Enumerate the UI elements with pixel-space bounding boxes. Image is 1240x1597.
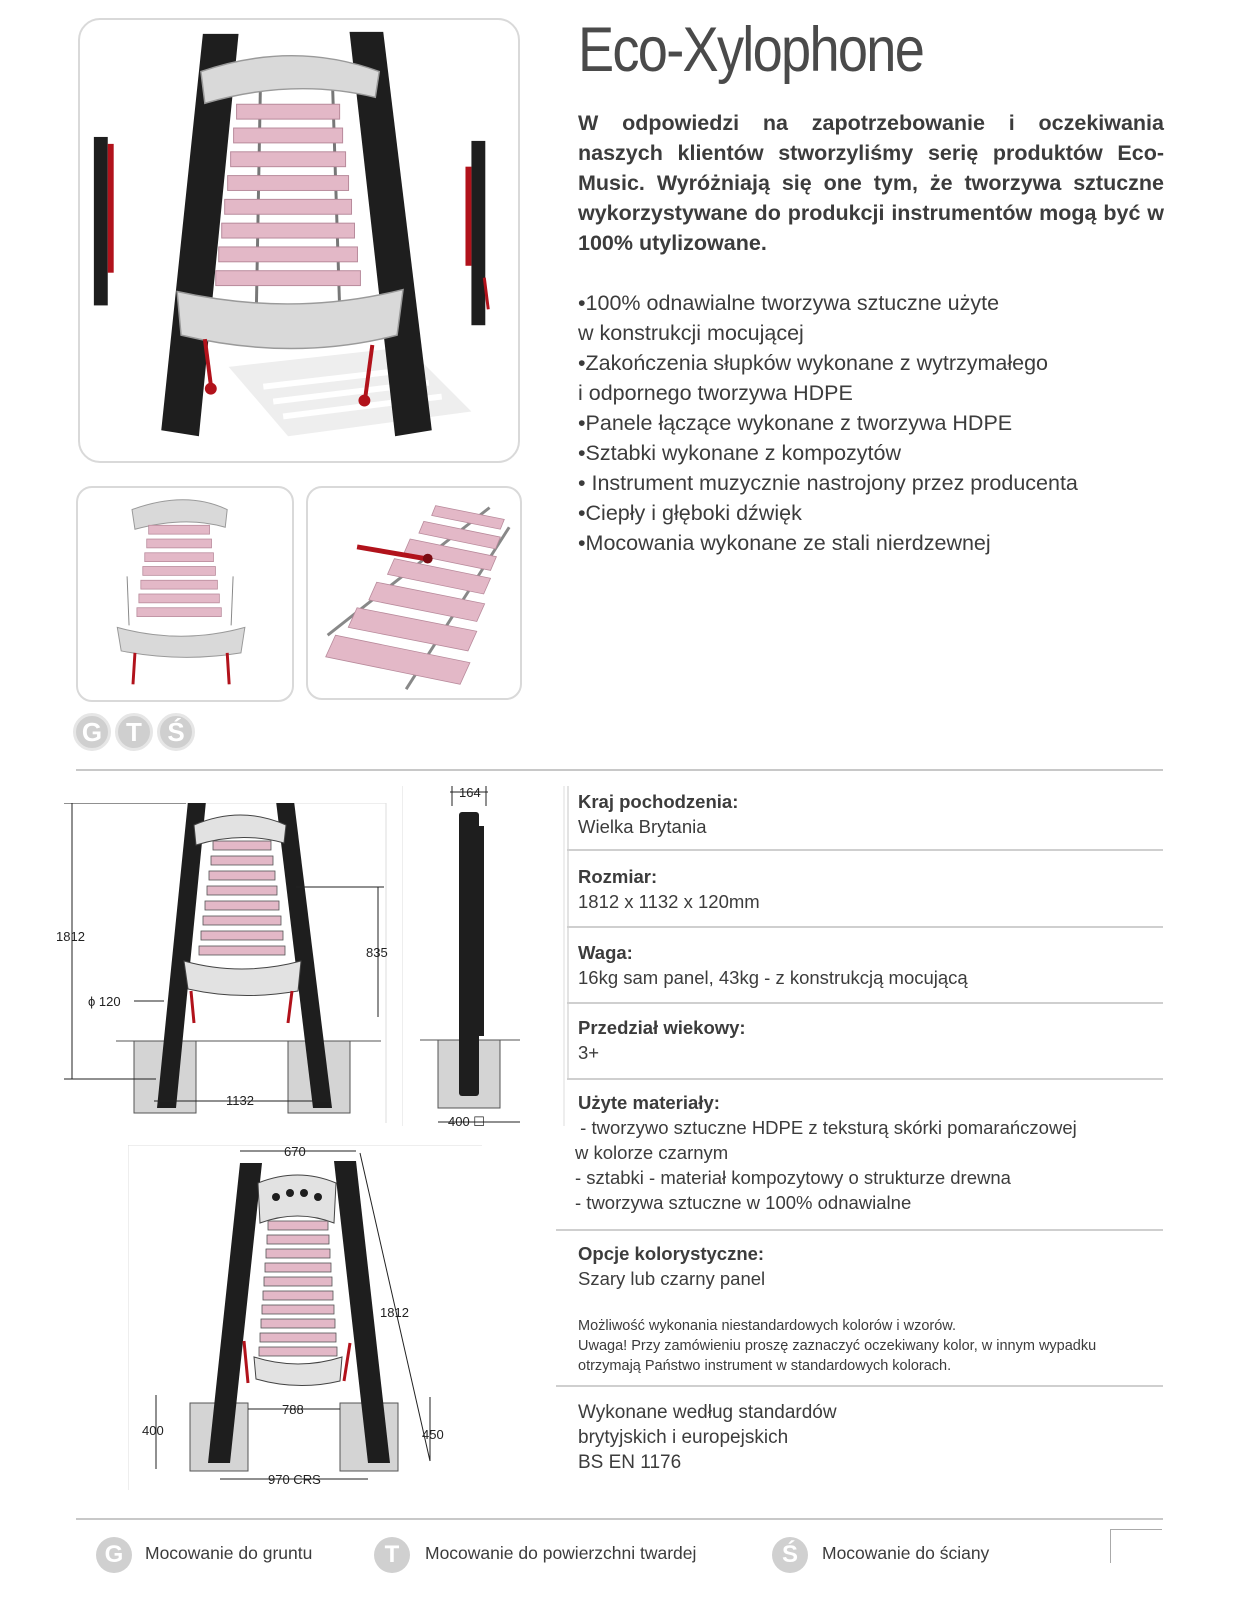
bars-closeup-render bbox=[308, 488, 520, 698]
isometric-drawing bbox=[128, 1145, 482, 1497]
feature-list bbox=[578, 288, 1178, 558]
materials-label: Użyte materiały: bbox=[578, 1092, 720, 1113]
materials-value bbox=[575, 1115, 1165, 1215]
weight-label: Waga: bbox=[578, 942, 633, 963]
front-elevation-drawing bbox=[56, 803, 396, 1128]
custom-color-note bbox=[578, 1316, 1158, 1376]
standards-line: BS EN 1176 bbox=[578, 1452, 682, 1473]
side-elevation-drawing bbox=[402, 786, 567, 1130]
hard-surface-mount-badge: T bbox=[115, 713, 153, 751]
section-divider bbox=[76, 769, 1163, 771]
feature-item: • Sztabki wykonane z kompozytów bbox=[578, 438, 1178, 468]
product-intro: W odpowiedzi na zapotrzebowanie i oczekiwania naszych klientów stworzyliśmy serię produktów Eco-Music. Wyróżniają się one tym, że tworzywa sztuczne wykorzystywane do produkcji instrumentów mogą być w 100% utylizowane. bbox=[578, 111, 1164, 255]
ground-mount-icon: G bbox=[96, 1537, 132, 1573]
xylophone-render bbox=[80, 20, 518, 461]
side-base-dim: 400 ☐ bbox=[448, 1114, 485, 1129]
ground-mount-badge: G bbox=[73, 713, 111, 751]
colors-label: Opcje kolorystyczne: bbox=[578, 1243, 765, 1264]
size-label: Rozmiar: bbox=[578, 866, 658, 887]
iso-base-inner-dim: 788 bbox=[282, 1402, 304, 1417]
age-value: 3+ bbox=[578, 1042, 600, 1063]
product-title: Eco-Xylophone bbox=[578, 15, 924, 85]
note-line: Uwaga! Przy zamówieniu proszę zaznaczyć oczekiwany kolor, w innym wypadku bbox=[578, 1338, 1097, 1354]
note-line: Możliwość wykonania niestandardowych kolorów i wzorów. bbox=[578, 1318, 956, 1334]
colors-value: Szary lub czarny panel bbox=[578, 1268, 766, 1289]
spec-divider bbox=[556, 1229, 1163, 1231]
standards-line: brytyjskich i europejskich bbox=[578, 1427, 789, 1448]
spec-divider bbox=[567, 1078, 1163, 1080]
origin-value: Wielka Brytania bbox=[578, 816, 707, 837]
feature-continuation: w konstrukcji mocującej bbox=[578, 321, 804, 345]
feature-continuation: i odpornego tworzywa HDPE bbox=[578, 381, 853, 405]
spec-divider bbox=[567, 1002, 1163, 1004]
side-depth-dim: 164 bbox=[459, 786, 481, 800]
main-product-image bbox=[78, 18, 520, 463]
mounting-options-badges bbox=[73, 713, 195, 751]
materials-line: - sztabki - materiał kompozytowy o strukturze drewna bbox=[575, 1167, 1011, 1188]
materials-line: w kolorze czarnym bbox=[575, 1142, 729, 1163]
feature-item: • Zakończenia słupków wykonane z wytrzymałego bbox=[578, 348, 1178, 378]
spec-divider bbox=[567, 926, 1163, 928]
wall-mount-icon: Ś bbox=[772, 1537, 808, 1573]
materials-line: - tworzywo sztuczne HDPE z teksturą skórki pomarańczowej bbox=[575, 1117, 1077, 1138]
origin-label: Kraj pochodzenia: bbox=[578, 791, 739, 812]
note-line: otrzymają Państwo instrument w standardowych kolorach. bbox=[578, 1358, 952, 1374]
feature-item: • Mocowania wykonane ze stali nierdzewnej bbox=[578, 528, 1178, 558]
front-inner-height-dim: 835 bbox=[366, 945, 388, 960]
spec-divider bbox=[556, 1385, 1163, 1387]
footer-divider bbox=[76, 1518, 1163, 1520]
iso-base-right-dim: 450 bbox=[422, 1427, 444, 1442]
wall-mount-label: Mocowanie do ściany bbox=[822, 1543, 990, 1563]
hard-surface-mount-icon: T bbox=[374, 1537, 410, 1573]
iso-base-left-dim: 400 bbox=[142, 1423, 164, 1438]
front-view-render bbox=[78, 488, 292, 700]
size-value: 1812 x 1132 x 120mm bbox=[578, 891, 760, 912]
spec-column-border bbox=[567, 786, 569, 1080]
post-diameter-dim: ϕ 120 bbox=[88, 994, 121, 1009]
feature-item: • 100% odnawialne tworzywa sztuczne użyte bbox=[578, 288, 1178, 318]
front-height-dim: 1812 bbox=[56, 929, 85, 944]
weight-value: 16kg sam panel, 43kg - z konstrukcją mocującą bbox=[578, 967, 968, 988]
iso-top-width-dim: 670 bbox=[284, 1145, 306, 1159]
corner-mark bbox=[1110, 1529, 1162, 1563]
iso-crs-dim: 970 CRS bbox=[268, 1472, 321, 1487]
front-view-thumbnail bbox=[76, 486, 294, 702]
feature-item: • Instrument muzycznie nastrojony przez producenta bbox=[578, 468, 1178, 498]
hard-surface-mount-label: Mocowanie do powierzchni twardej bbox=[425, 1543, 697, 1563]
bars-closeup-thumbnail bbox=[306, 486, 522, 700]
standards-line: Wykonane według standardów bbox=[578, 1402, 837, 1423]
feature-item: • Panele łączące wykonane z tworzywa HDPE bbox=[578, 408, 1178, 438]
iso-length-dim: 1812 bbox=[380, 1305, 409, 1320]
wall-mount-badge: Ś bbox=[157, 713, 195, 751]
materials-line: - tworzywa sztuczne w 100% odnawialne bbox=[575, 1192, 912, 1213]
feature-item: • Ciepły i głęboki dźwięk bbox=[578, 498, 1178, 528]
standards-block bbox=[578, 1400, 837, 1475]
ground-mount-label: Mocowanie do gruntu bbox=[145, 1543, 313, 1563]
front-width-dim: 1132 bbox=[226, 1093, 254, 1108]
spec-divider bbox=[567, 849, 1163, 851]
age-label: Przedział wiekowy: bbox=[578, 1017, 746, 1038]
